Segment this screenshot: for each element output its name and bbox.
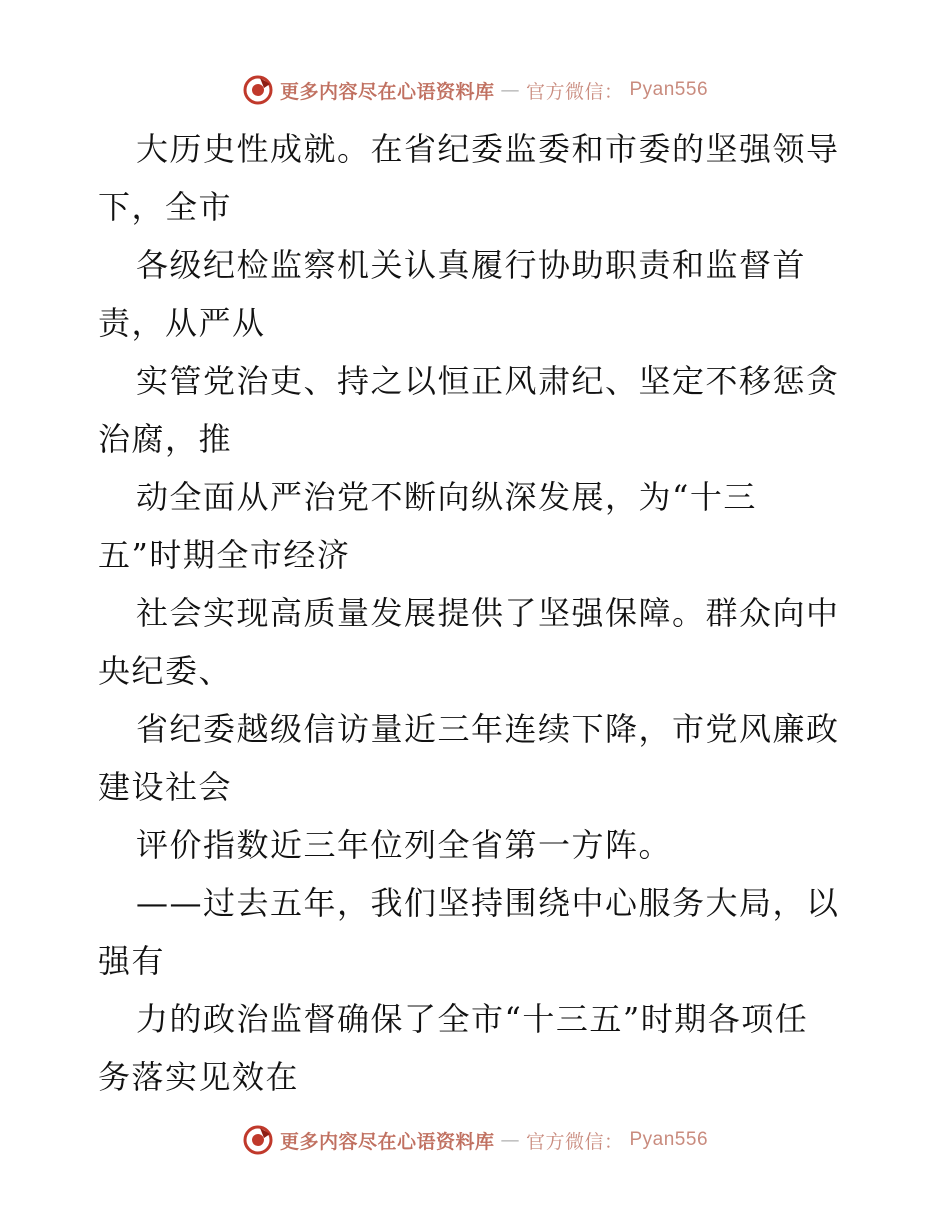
watermark-separator: — <box>500 79 520 101</box>
text-line: 建设社会 <box>98 768 233 806</box>
watermark <box>242 1124 708 1156</box>
watermark-wechat-id: Pyan556 <box>629 1129 709 1150</box>
text-line: 省纪委越级信访量近三年连续下降，市党风廉政 <box>136 710 840 748</box>
document-body <box>98 120 858 1106</box>
watermark-wechat-label: 官方微信： <box>525 1130 624 1153</box>
text-line: ——过去五年，我们坚持围绕中心服务大局，以 <box>136 884 840 922</box>
text-line: 下，全市 <box>98 188 233 226</box>
text-line: 强有 <box>98 942 166 980</box>
text-line: 央纪委、 <box>98 652 233 690</box>
red-seal-logo-icon <box>242 1124 274 1156</box>
text-line: 评价指数近三年位列全省第一方阵。 <box>136 826 673 864</box>
page-footer-watermark <box>0 1120 950 1160</box>
text-line: 实管党治吏、持之以恒正风肃纪、坚定不移惩贪 <box>136 362 840 400</box>
red-seal-logo-icon <box>242 74 274 106</box>
text-line: 力的政治监督确保了全市“十三五”时期各项任 <box>136 1000 809 1038</box>
text-line: 务落实见效在 <box>98 1058 300 1096</box>
watermark-wechat-label: 官方微信： <box>525 80 624 103</box>
watermark-separator: — <box>500 1129 520 1151</box>
watermark-brand: 更多内容尽在心语资料库 <box>279 80 495 103</box>
text-line: 治腐，推 <box>98 420 233 458</box>
watermark-brand: 更多内容尽在心语资料库 <box>279 1130 495 1153</box>
text-line: 大历史性成就。在省纪委监委和市委的坚强领导 <box>136 130 840 168</box>
text-line: 责，从严从 <box>98 304 266 342</box>
page-header-watermark <box>0 70 950 110</box>
watermark-wechat-id: Pyan556 <box>629 79 709 100</box>
text-line: 社会实现高质量发展提供了坚强保障。群众向中 <box>136 594 840 632</box>
watermark <box>242 74 708 106</box>
text-line: 动全面从严治党不断向纵深发展，为“十三 <box>136 478 757 516</box>
text-line: 各级纪检监察机关认真履行协助职责和监督首 <box>136 246 807 284</box>
text-line: 五”时期全市经济 <box>98 536 351 574</box>
